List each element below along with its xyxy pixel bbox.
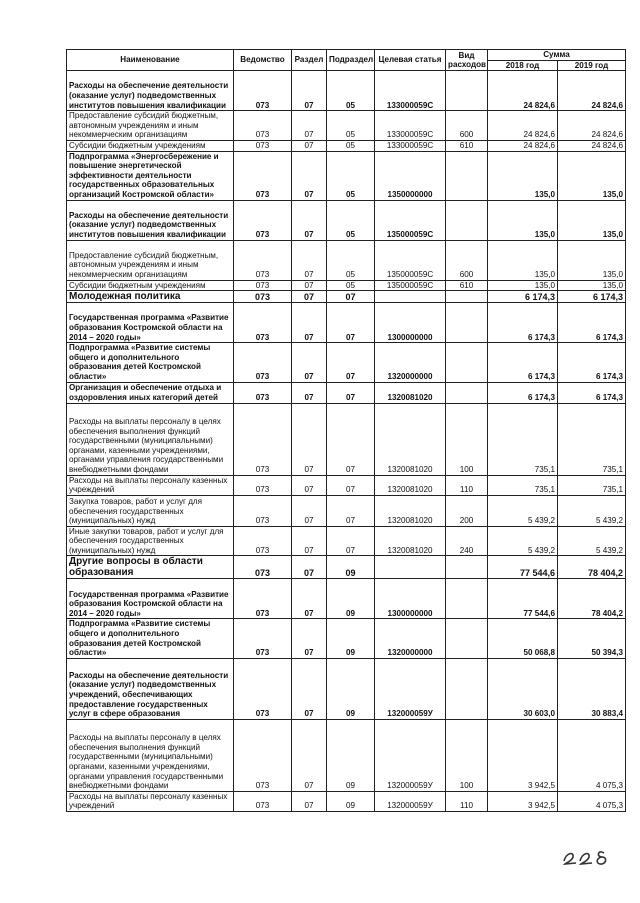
row-amount-2019: 30 883,4 xyxy=(558,658,626,719)
row-dept: 073 xyxy=(234,579,292,619)
row-name: Расходы на выплаты персоналу в целях обеспечения выполнения функций государственными (муниципальными) органами, казенными учреждениями, органами управления государственными внебюджетными фондами xyxy=(67,403,234,475)
row-name: Подпрограмма «Развитие системы общего и дополнительного образования детей Костромской области» xyxy=(67,619,234,658)
row-subsection: 05 xyxy=(327,200,375,240)
row-dept: 073 xyxy=(234,291,292,303)
table-row xyxy=(67,495,626,526)
row-subsection: 05 xyxy=(327,240,375,280)
row-vid: 110 xyxy=(446,475,488,495)
row-amount-2018: 6 174,3 xyxy=(488,303,558,343)
row-vid xyxy=(446,291,488,303)
table-row xyxy=(67,526,626,556)
row-amount-2019: 735,1 xyxy=(558,403,626,475)
row-subsection: 07 xyxy=(327,291,375,303)
row-subsection: 07 xyxy=(327,303,375,343)
row-subsection: 07 xyxy=(327,495,375,526)
row-subsection: 07 xyxy=(327,475,375,495)
row-dept: 073 xyxy=(234,791,292,811)
table-row xyxy=(67,303,626,343)
row-amount-2019: 4 075,3 xyxy=(558,719,626,791)
row-section: 07 xyxy=(292,140,327,151)
row-amount-2019: 78 404,2 xyxy=(558,579,626,619)
row-amount-2019: 24 824,6 xyxy=(558,140,626,151)
row-section: 07 xyxy=(292,619,327,658)
row-vid: 240 xyxy=(446,526,488,556)
row-subsection: 09 xyxy=(327,579,375,619)
row-name: Подпрограмма «Развитие системы общего и дополнительного образования детей Костромской области» xyxy=(67,343,234,382)
row-subsection: 05 xyxy=(327,280,375,291)
row-subsection: 05 xyxy=(327,111,375,141)
row-name: Государственная программа «Развитие образования Костромской области на 2014 – 2020 годы» xyxy=(67,303,234,343)
row-section: 07 xyxy=(292,111,327,141)
row-amount-2019: 78 404,2 xyxy=(558,556,626,579)
row-name: Другие вопросы в области образования xyxy=(67,556,234,579)
table-row xyxy=(67,291,626,303)
row-section: 07 xyxy=(292,240,327,280)
table-row xyxy=(67,280,626,291)
row-dept: 073 xyxy=(234,240,292,280)
row-target: 1320081020 xyxy=(375,495,446,526)
row-target: 1300000000 xyxy=(375,303,446,343)
row-vid xyxy=(446,556,488,579)
table-row xyxy=(67,200,626,240)
budget-table xyxy=(66,49,626,812)
row-target: 135000059С xyxy=(375,280,446,291)
row-subsection: 09 xyxy=(327,619,375,658)
table-row xyxy=(67,556,626,579)
table-row xyxy=(67,111,626,141)
row-section: 07 xyxy=(292,791,327,811)
row-dept: 073 xyxy=(234,382,292,403)
row-vid: 100 xyxy=(446,719,488,791)
row-name: Молодежная политика xyxy=(67,291,234,303)
row-name: Субсидии бюджетным учреждениям xyxy=(67,280,234,291)
row-section: 07 xyxy=(292,658,327,719)
row-amount-2018: 30 603,0 xyxy=(488,658,558,719)
row-amount-2019: 4 075,3 xyxy=(558,791,626,811)
row-dept: 073 xyxy=(234,140,292,151)
row-dept: 073 xyxy=(234,619,292,658)
header-sum: Сумма xyxy=(488,50,626,61)
row-amount-2018: 135,0 xyxy=(488,280,558,291)
row-vid: 100 xyxy=(446,403,488,475)
row-amount-2019: 135,0 xyxy=(558,280,626,291)
row-vid xyxy=(446,303,488,343)
row-target: 135000059С xyxy=(375,200,446,240)
row-amount-2019: 5 439,2 xyxy=(558,526,626,556)
row-vid: 600 xyxy=(446,240,488,280)
row-name: Расходы на обеспечение деятельности (оказание услуг) подведомственных институтов повышения квалификации xyxy=(67,200,234,240)
row-amount-2018: 24 824,6 xyxy=(488,111,558,141)
row-name: Предоставление субсидий бюджетным, автономным учреждениям и иным некоммерческим организациям xyxy=(67,240,234,280)
table-row xyxy=(67,71,626,111)
row-vid xyxy=(446,71,488,111)
row-amount-2019: 135,0 xyxy=(558,200,626,240)
table-row xyxy=(67,140,626,151)
row-target: 1320081020 xyxy=(375,382,446,403)
row-vid: 200 xyxy=(446,495,488,526)
row-target: 1320000000 xyxy=(375,619,446,658)
row-dept: 073 xyxy=(234,280,292,291)
row-target: 1320081020 xyxy=(375,403,446,475)
row-amount-2019: 6 174,3 xyxy=(558,291,626,303)
row-section: 07 xyxy=(292,280,327,291)
row-name: Организация и обеспечение отдыха и оздоровления иных категорий детей xyxy=(67,382,234,403)
row-amount-2018: 135,0 xyxy=(488,151,558,200)
row-dept: 073 xyxy=(234,200,292,240)
row-target: 1320081020 xyxy=(375,475,446,495)
row-subsection: 05 xyxy=(327,151,375,200)
row-target: 132000059У xyxy=(375,791,446,811)
header-name: Наименование xyxy=(67,50,234,71)
row-amount-2018: 735,1 xyxy=(488,403,558,475)
table-body xyxy=(67,71,626,812)
row-dept: 073 xyxy=(234,343,292,382)
row-target: 1320000000 xyxy=(375,343,446,382)
handwritten-page-number-mark xyxy=(560,845,620,867)
row-section: 07 xyxy=(292,403,327,475)
row-amount-2018: 135,0 xyxy=(488,200,558,240)
row-name: Расходы на выплаты персоналу казенных учреждений xyxy=(67,475,234,495)
row-amount-2018: 5 439,2 xyxy=(488,526,558,556)
row-target: 132000059У xyxy=(375,719,446,791)
row-amount-2018: 3 942,5 xyxy=(488,791,558,811)
row-dept: 073 xyxy=(234,71,292,111)
row-dept: 073 xyxy=(234,303,292,343)
row-target: 135000059С xyxy=(375,240,446,280)
row-vid xyxy=(446,619,488,658)
row-amount-2018: 24 824,6 xyxy=(488,71,558,111)
row-section: 07 xyxy=(292,719,327,791)
row-section: 07 xyxy=(292,579,327,619)
row-vid xyxy=(446,579,488,619)
row-vid: 610 xyxy=(446,280,488,291)
table-row xyxy=(67,658,626,719)
row-target xyxy=(375,291,446,303)
header-section: Раздел xyxy=(292,50,327,71)
row-subsection: 07 xyxy=(327,343,375,382)
row-dept: 073 xyxy=(234,403,292,475)
row-amount-2018: 24 824,6 xyxy=(488,140,558,151)
row-subsection: 07 xyxy=(327,382,375,403)
row-section: 07 xyxy=(292,200,327,240)
row-target: 1300000000 xyxy=(375,579,446,619)
row-section: 07 xyxy=(292,291,327,303)
row-dept: 073 xyxy=(234,475,292,495)
table-row xyxy=(67,719,626,791)
row-amount-2019: 135,0 xyxy=(558,151,626,200)
table-row xyxy=(67,403,626,475)
table-row xyxy=(67,619,626,658)
row-name: Закупка товаров, работ и услуг для обеспечения государственных (муниципальных) нужд xyxy=(67,495,234,526)
row-amount-2019: 24 824,6 xyxy=(558,71,626,111)
table-row xyxy=(67,791,626,811)
table-row xyxy=(67,240,626,280)
row-subsection: 09 xyxy=(327,719,375,791)
row-section: 07 xyxy=(292,475,327,495)
header-2018: 2018 год xyxy=(488,60,558,71)
row-amount-2019: 735,1 xyxy=(558,475,626,495)
row-name: Предоставление субсидий бюджетным, автономным учреждениям и иным некоммерческим организациям xyxy=(67,111,234,141)
row-target: 1320081020 xyxy=(375,526,446,556)
row-name: Подпрограмма «Энергосбережение и повышение энергетической эффективности деятельности государственных образовательных организаций Костромской области» xyxy=(67,151,234,200)
table-row xyxy=(67,151,626,200)
row-dept: 073 xyxy=(234,495,292,526)
row-amount-2018: 50 068,8 xyxy=(488,619,558,658)
row-dept: 073 xyxy=(234,719,292,791)
row-vid: 610 xyxy=(446,140,488,151)
row-vid xyxy=(446,658,488,719)
row-section: 07 xyxy=(292,71,327,111)
header-subsection: Подраздел xyxy=(327,50,375,71)
row-vid xyxy=(446,382,488,403)
row-target: 133000059С xyxy=(375,71,446,111)
row-subsection: 09 xyxy=(327,658,375,719)
row-subsection: 09 xyxy=(327,791,375,811)
row-name: Расходы на обеспечение деятельности (оказание услуг) подведомственных институтов повышения квалификации xyxy=(67,71,234,111)
row-amount-2018: 77 544,6 xyxy=(488,579,558,619)
row-amount-2019: 5 439,2 xyxy=(558,495,626,526)
row-subsection: 09 xyxy=(327,556,375,579)
row-amount-2019: 6 174,3 xyxy=(558,343,626,382)
row-target: 133000059С xyxy=(375,111,446,141)
row-vid xyxy=(446,343,488,382)
row-vid xyxy=(446,200,488,240)
row-amount-2018: 6 174,3 xyxy=(488,382,558,403)
row-vid xyxy=(446,151,488,200)
row-amount-2018: 6 174,3 xyxy=(488,291,558,303)
row-section: 07 xyxy=(292,556,327,579)
table-row xyxy=(67,382,626,403)
row-amount-2019: 135,0 xyxy=(558,240,626,280)
row-vid: 110 xyxy=(446,791,488,811)
row-dept: 073 xyxy=(234,556,292,579)
row-name: Иные закупки товаров, работ и услуг для обеспечения государственных (муниципальных) нужд xyxy=(67,526,234,556)
header-target: Целевая статья xyxy=(375,50,446,71)
row-name: Субсидии бюджетным учреждениям xyxy=(67,140,234,151)
row-section: 07 xyxy=(292,495,327,526)
table-row xyxy=(67,579,626,619)
row-amount-2018: 135,0 xyxy=(488,240,558,280)
row-amount-2018: 6 174,3 xyxy=(488,343,558,382)
table-row xyxy=(67,343,626,382)
row-amount-2019: 50 394,3 xyxy=(558,619,626,658)
row-amount-2018: 3 942,5 xyxy=(488,719,558,791)
row-subsection: 05 xyxy=(327,140,375,151)
row-target: 1350000000 xyxy=(375,151,446,200)
header-2019: 2019 год xyxy=(558,60,626,71)
table-row xyxy=(67,475,626,495)
table-header xyxy=(67,50,626,71)
row-target xyxy=(375,556,446,579)
row-section: 07 xyxy=(292,343,327,382)
row-subsection: 07 xyxy=(327,526,375,556)
row-dept: 073 xyxy=(234,526,292,556)
row-dept: 073 xyxy=(234,151,292,200)
row-amount-2018: 77 544,6 xyxy=(488,556,558,579)
row-section: 07 xyxy=(292,382,327,403)
row-section: 07 xyxy=(292,151,327,200)
row-amount-2019: 6 174,3 xyxy=(558,303,626,343)
row-vid: 600 xyxy=(446,111,488,141)
row-name: Расходы на выплаты персоналу в целях обеспечения выполнения функций государственными (муниципальными) органами, казенными учреждениями, органами управления государственными внебюджетными фондами xyxy=(67,719,234,791)
row-amount-2018: 735,1 xyxy=(488,475,558,495)
row-subsection: 07 xyxy=(327,403,375,475)
row-amount-2019: 6 174,3 xyxy=(558,382,626,403)
header-vid: Вид расходов xyxy=(446,50,488,71)
row-section: 07 xyxy=(292,303,327,343)
row-amount-2019: 24 824,6 xyxy=(558,111,626,141)
row-dept: 073 xyxy=(234,658,292,719)
row-name: Расходы на обеспечение деятельности (оказание услуг) подведомственных учреждений, обеспечивающих предоставление государственных услуг в сфере образования xyxy=(67,658,234,719)
row-subsection: 05 xyxy=(327,71,375,111)
row-amount-2018: 5 439,2 xyxy=(488,495,558,526)
row-section: 07 xyxy=(292,526,327,556)
header-dept: Ведомство xyxy=(234,50,292,71)
row-name: Расходы на выплаты персоналу казенных учреждений xyxy=(67,791,234,811)
row-target: 133000059С xyxy=(375,140,446,151)
row-name: Государственная программа «Развитие образования Костромской области на 2014 – 2020 годы» xyxy=(67,579,234,619)
row-dept: 073 xyxy=(234,111,292,141)
row-target: 132000059У xyxy=(375,658,446,719)
